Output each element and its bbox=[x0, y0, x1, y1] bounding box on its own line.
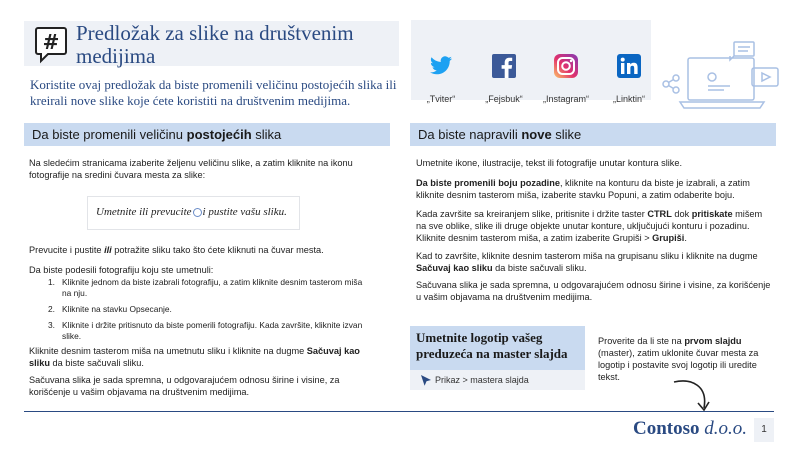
linkedin-icon bbox=[617, 54, 641, 78]
heading-text: slike bbox=[551, 127, 582, 142]
hashtag-icon bbox=[34, 25, 68, 65]
text: da biste sačuvali sliku. bbox=[49, 358, 144, 368]
logo-instructions-title: Umetnite logotip vašeg preduzeća na master slajda bbox=[416, 330, 568, 361]
text-bold: prvom slajdu bbox=[684, 336, 742, 346]
text: , kliknite na konturu da biste je izabrali, a zatim kliknite desnim tasterom miša, izaberite stavku Popuni, a zatim odaberite boju. bbox=[416, 178, 750, 200]
text: (master), zatim uklonite čuvar mesta za logotip i postavite svoj logotip ili uredite tekst. bbox=[598, 348, 759, 382]
svg-text:#: # bbox=[42, 30, 60, 54]
text-bold: Grupiši bbox=[652, 233, 685, 243]
section-heading-existing bbox=[24, 123, 390, 146]
text: da biste sačuvali sliku. bbox=[492, 263, 587, 273]
heading-text: Da biste promenili veličinu bbox=[32, 127, 187, 142]
instagram-icon bbox=[554, 54, 578, 78]
left-paragraph-2 bbox=[29, 244, 379, 256]
laptop-social-illustration-icon bbox=[660, 22, 790, 112]
page-number: 1 bbox=[754, 418, 774, 442]
right-paragraph-4 bbox=[416, 250, 771, 274]
social-label: „Instagram“ bbox=[542, 94, 589, 104]
text: Proverite da li ste na bbox=[598, 336, 685, 346]
list-item bbox=[40, 320, 370, 342]
right-paragraph-1: Umetnite ikone, ilustracije, tekst ili fotografije unutar kontura slike. bbox=[416, 158, 683, 168]
social-label: „Tviter“ bbox=[426, 94, 456, 104]
list-text: Kliknite jednom da biste izabrali fotografiju, a zatim kliknite desnim tasterom miša na nju. bbox=[62, 277, 363, 298]
list-number: 2. bbox=[48, 304, 55, 314]
text: mišem na sve oblike, slike ili druge objekte unutar konture, uključujući konturu i pozadinu. Kliknite desnim tasterom miša, a zatim izaberite Grupiši > bbox=[416, 209, 763, 243]
company-logo-text bbox=[633, 418, 747, 440]
text: Prevucite i pustite bbox=[29, 245, 105, 255]
facebook-icon bbox=[492, 54, 516, 78]
section-heading-new bbox=[410, 123, 776, 146]
heading-bold: nove bbox=[521, 127, 552, 142]
list-item bbox=[40, 277, 370, 299]
heading-text: Da biste napravili bbox=[418, 127, 522, 142]
page-title: Predložak za slike na društvenim medijima bbox=[76, 21, 354, 68]
text: . bbox=[684, 233, 687, 243]
list-item bbox=[40, 304, 370, 315]
text-bold: Sačuvaj kao sliku bbox=[29, 346, 360, 368]
text-bold: ili bbox=[104, 245, 112, 255]
image-placeholder-text[interactable] bbox=[96, 206, 296, 218]
page-subtitle: Koristite ovaj predložak da biste promenili veličinu postojećih slika ili kreirali nove slike koje ćete koristiti na društvenim medijima. bbox=[30, 77, 397, 108]
placeholder-text: i pustite vašu sliku. bbox=[202, 206, 287, 218]
photo-icon bbox=[193, 208, 202, 217]
right-paragraph-3 bbox=[416, 208, 771, 244]
list-number: 1. bbox=[48, 277, 55, 287]
brand-name: Contoso bbox=[633, 418, 700, 439]
text: Kada završite sa kreiranjem slike, pritisnite i držite taster bbox=[416, 209, 648, 219]
heading-bold: postojećih bbox=[186, 127, 252, 142]
text: Kliknite desnim tasterom miša na umetnutu sliku i kliknite na dugme bbox=[29, 346, 307, 356]
cursor-icon bbox=[420, 374, 432, 387]
text: potražite sliku tako što ćete kliknuti na čuvar mesta. bbox=[111, 245, 324, 255]
text: Kad to završite, kliknite desnim tasterom miša na grupisanu sliku i kliknite na dugme bbox=[416, 251, 758, 261]
social-label: „Fejsbuk“ bbox=[485, 94, 523, 104]
text-bold: pritiskate bbox=[691, 209, 733, 219]
placeholder-text: Umetnite ili prevucite bbox=[96, 206, 192, 218]
list-number: 3. bbox=[48, 320, 55, 330]
left-paragraph-1: Na sledećim stranicama izaberite željenu veličinu slike, a zatim kliknite na ikonu fotografije na sredini čuvara mesta za slike: bbox=[29, 158, 353, 180]
social-label: „Linktin“ bbox=[612, 94, 645, 104]
text-bold: Da biste promenili boju pozadine bbox=[416, 178, 560, 188]
text: dok bbox=[671, 209, 692, 219]
left-paragraph-4 bbox=[29, 345, 374, 369]
list-text: Kliknite na stavku Opsecanje. bbox=[62, 304, 172, 314]
right-paragraph-2 bbox=[416, 177, 771, 201]
right-paragraph-5: Sačuvana slika je sada spremna, u odgovarajućem odnosu širine i visine, za korišćenje u vašim objavama na društvenim medijima. bbox=[416, 280, 771, 302]
text-bold: CTRL bbox=[647, 209, 672, 219]
brand-suffix: d.o.o. bbox=[699, 418, 748, 439]
left-paragraph-5: Sačuvana slika je sada spremna, u odgovarajućem odnosu širine i visine, za korišćenje u vašim objavama na društvenim medijima. bbox=[29, 375, 340, 397]
twitter-icon bbox=[429, 54, 453, 78]
footer-divider bbox=[24, 411, 774, 412]
left-paragraph-3: Da biste podesili fotografiju koju ste umetnuli: bbox=[29, 265, 214, 275]
view-slide-master-hint: Prikaz > mastera slajda bbox=[410, 370, 585, 390]
steps-list bbox=[40, 277, 370, 347]
social-panel bbox=[411, 20, 651, 104]
list-text: Kliknite i držite pritisnuto da biste pomerili fotografiju. Kada završite, kliknite izvan slike. bbox=[62, 320, 363, 341]
text-bold: Sačuvaj kao sliku bbox=[416, 263, 493, 273]
heading-text: slika bbox=[251, 127, 282, 142]
